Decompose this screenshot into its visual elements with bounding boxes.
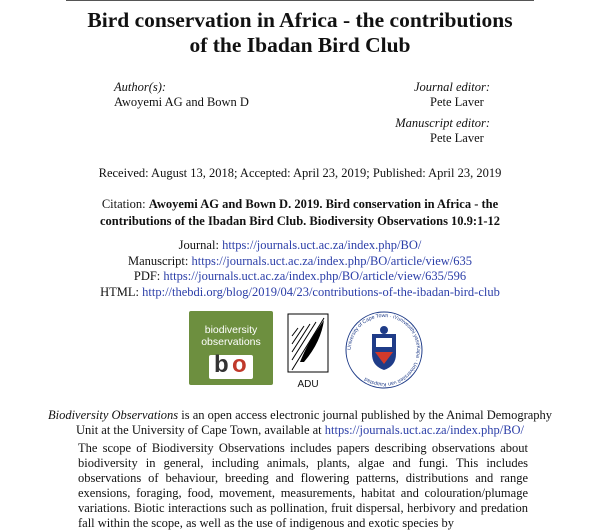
journal-editor: Pete Laver <box>430 95 484 109</box>
biodiversity-observations-logo <box>189 311 273 385</box>
authors-label: Author(s): <box>114 80 167 94</box>
manuscript-link-label: Manuscript: <box>127 253 189 268</box>
about-line-2 <box>0 423 600 438</box>
bo-logo-b: b <box>214 351 229 378</box>
citation-line-1 <box>0 196 600 213</box>
manuscript-link[interactable]: https://journals.uct.ac.za/index.php/BO/article/view/635 <box>191 253 473 268</box>
adu-logo <box>286 312 330 390</box>
manuscript-editor: Pete Laver <box>430 131 484 145</box>
manuscript-link-row <box>0 254 600 270</box>
citation-label: Citation: <box>101 197 146 211</box>
html-link-row <box>0 285 600 301</box>
pdf-link[interactable]: https://journals.uct.ac.za/index.php/BO/article/view/635/596 <box>163 269 467 283</box>
top-rule <box>66 0 534 1</box>
links-block <box>0 238 600 300</box>
about-text-1: is an open access electronic journal published by the Animal Demography <box>178 408 553 422</box>
html-link[interactable]: http://thebdi.org/blog/2019/04/23/contributions-of-the-ibadan-bird-club <box>142 284 500 299</box>
bo-logo-line-1: biodiversity <box>204 324 258 336</box>
bo-logo-o: o <box>232 351 247 378</box>
citation-text-2: contributions of the Ibadan Bird Club. Biodiversity Observations 10.9:1-12 <box>99 214 501 228</box>
uct-seal-icon <box>344 308 424 392</box>
citation-line-2 <box>0 213 600 230</box>
scope-paragraph: The scope of Biodiversity Observations includes papers describing observations about biodiversity in general, including animals, plants, algae and fungi. This includes observations of behaviour, breeding and flowering patterns, distributions and range exensions, foraging, food, movement, measurements, habitat and colouration/plumage variations. Biotic interactions such as pollination, fruit dispersal, herbivory and predation fall within the scope, as well as the use of indigenous and exotic species by <box>78 441 528 530</box>
authors: Awoyemi AG and Bown D <box>114 95 249 109</box>
journal-link-label: Journal: <box>178 238 219 252</box>
manuscript-editor-label: Manuscript editor: <box>395 116 490 130</box>
about-journal-name: Biodiversity Observations <box>47 408 179 422</box>
about-text-2: Unit at the University of Cape Town, available at <box>75 423 325 437</box>
uct-ring-text: University of Cape Town · iYunivesithi yaseKapa · Universiteit van Kaapstad <box>346 312 422 388</box>
citation <box>0 196 600 230</box>
title-line-2: of the Ibadan Bird Club <box>189 33 411 57</box>
title-line-1: Bird conservation in Africa - the contributions <box>87 8 513 32</box>
citation-text-1: Awoyemi AG and Bown D. 2019. Bird conservation in Africa - the <box>148 197 499 211</box>
uct-logo <box>344 308 424 392</box>
html-link-label: HTML: <box>100 284 140 299</box>
about-paragraph <box>0 408 600 438</box>
journal-link-row <box>0 238 600 254</box>
pdf-link-label: PDF: <box>133 269 161 283</box>
bo-logo-line-2: observations <box>201 336 261 348</box>
journal-editor-label: Journal editor: <box>413 80 490 94</box>
adu-label: ADU <box>297 379 319 390</box>
journal-link[interactable]: https://journals.uct.ac.za/index.php/BO/ <box>222 238 422 252</box>
about-line-1 <box>0 408 600 423</box>
adu-feather-icon <box>286 312 330 376</box>
publication-dates: Received: August 13, 2018; Accepted: April 23, 2019; Published: April 23, 2019 <box>98 166 502 180</box>
paper-title <box>0 8 600 58</box>
pdf-link-row <box>0 269 600 285</box>
about-link[interactable]: https://journals.uct.ac.za/index.php/BO/ <box>324 423 525 437</box>
